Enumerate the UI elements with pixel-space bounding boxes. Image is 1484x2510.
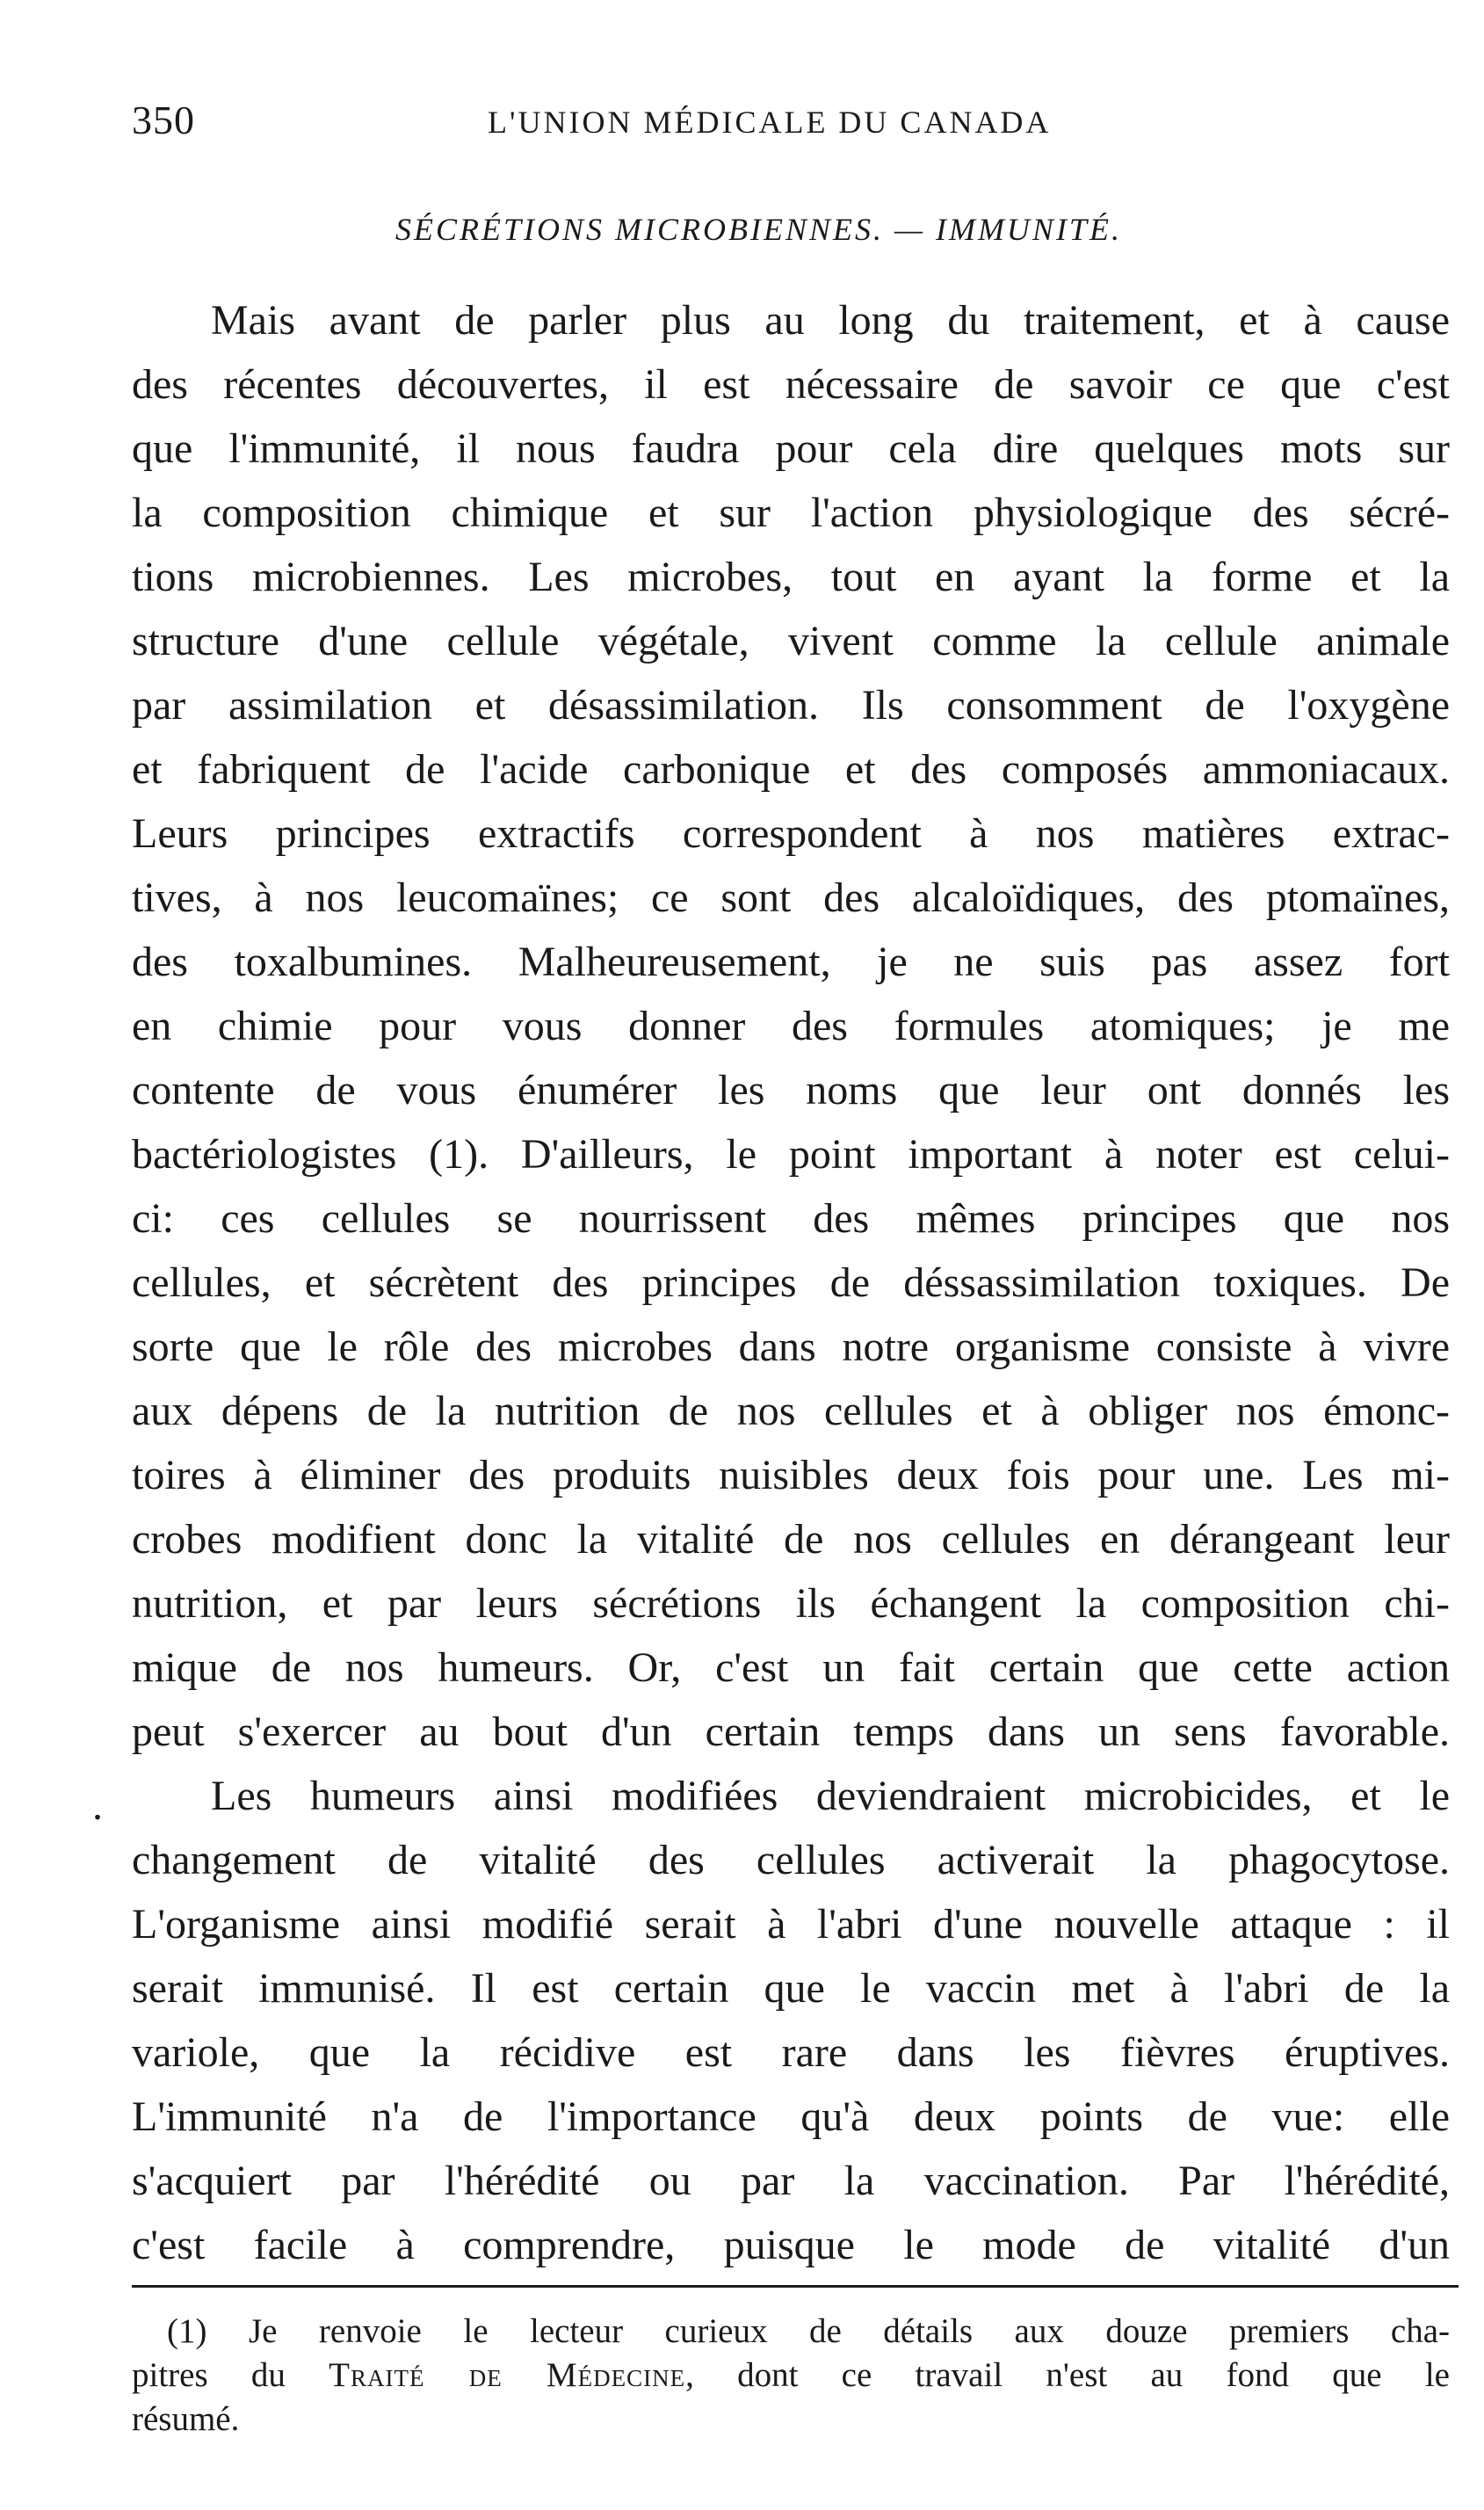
book-title: Traité de Médecine — [329, 2356, 686, 2394]
text-line: mique de nos humeurs. Or, c'est un fait certain que cette action — [132, 1644, 1450, 1691]
footnote — [132, 2310, 1450, 2441]
text-line: variole, que la récidive est rare dans les fièvres éruptives. — [132, 2029, 1450, 2076]
footnote-text: pitres du — [132, 2356, 329, 2394]
text-line: Mais avant de parler plus au long du traitement, et à cause — [211, 297, 1450, 344]
text-line: Les humeurs ainsi modifiées deviendraient microbicides, et le — [211, 1773, 1450, 1819]
text-line: des récentes découvertes, il est nécessaire de savoir ce que c'est — [132, 361, 1450, 408]
text-line: des toxalbumines. Malheureusement, je ne suis pas assez fort — [132, 939, 1450, 985]
text-line: nutrition, et par leurs sécrétions ils échangent la composition chi- — [132, 1580, 1450, 1627]
footnote-text: , dont ce travail n'est au fond que le — [685, 2356, 1450, 2394]
section-heading: SÉCRÉTIONS MICROBIENNES. — IMMUNITÉ. — [395, 212, 1122, 247]
text-line: contente de vous énumérer les noms que leur ont donnés les — [132, 1067, 1450, 1114]
text-line: ci: ces cellules se nourrissent des mêmes principes que nos — [132, 1195, 1450, 1242]
text-line: tions microbiennes. Les microbes, tout en ayant la forme et la — [132, 554, 1450, 600]
footnote-line: (1) Je renvoie le lecteur curieux de détails aux douze premiers cha- — [167, 2312, 1450, 2350]
text-line: par assimilation et désassimilation. Ils consomment de l'oxygène — [132, 682, 1450, 729]
page-header — [132, 97, 1107, 158]
text-line: tives, à nos leucomaïnes; ce sont des alcaloïdiques, des ptomaïnes, — [132, 874, 1450, 921]
text-line: peut s'exercer au bout d'un certain temps dans un sens favorable. — [132, 1708, 1450, 1755]
text-line: que l'immunité, il nous faudra pour cela dire quelques mots sur — [132, 425, 1450, 472]
text-line: sorte que le rôle des microbes dans notre organisme consiste à vivre — [132, 1324, 1450, 1370]
text-line: et fabriquent de l'acide carbonique et des composés ammoniacaux. — [132, 746, 1450, 793]
text-line: s'acquiert par l'hérédité ou par la vaccination. Par l'hérédité, — [132, 2158, 1450, 2204]
book-page — [92, 88, 1450, 2461]
text-line: c'est facile à comprendre, puisque le mode de vitalité d'un — [132, 2222, 1450, 2268]
text-line: la composition chimique et sur l'action physiologique des sécré- — [132, 490, 1450, 536]
text-line: crobes modifient donc la vitalité de nos cellules en dérangeant leur — [132, 1516, 1450, 1563]
text-line: changement de vitalité des cellules activerait la phagocytose. — [132, 1837, 1450, 1883]
page-number: 350 — [132, 98, 195, 142]
body-text — [132, 288, 1450, 2277]
footnote-line — [132, 2354, 1450, 2398]
text-line: Leurs principes extractifs correspondent à nos matières extrac- — [132, 810, 1450, 857]
text-line: en chimie pour vous donner des formules atomiques; je me — [132, 1003, 1450, 1049]
text-line: L'organisme ainsi modifié serait à l'abri d'une nouvelle attaque : il — [132, 1901, 1450, 1948]
text-line: toires à éliminer des produits nuisibles deux fois pour une. Les mi- — [132, 1452, 1450, 1498]
text-line: aux dépens de la nutrition de nos cellules et à obliger nos émonc- — [132, 1388, 1450, 1434]
margin-mark: . — [92, 1782, 103, 1829]
footnote-line: résumé. — [132, 2400, 240, 2438]
text-line: serait immunisé. Il est certain que le vaccin met à l'abri de la — [132, 1965, 1450, 2012]
running-title: L'UNION MÉDICALE DU CANADA — [488, 105, 1052, 140]
text-line: cellules, et sécrètent des principes de déssassimilation toxiques. De — [132, 1259, 1450, 1306]
text-line: bactériologistes (1). D'ailleurs, le point important à noter est celui- — [132, 1131, 1450, 1178]
footnote-divider — [132, 2285, 1459, 2288]
text-line: L'immunité n'a de l'importance qu'à deux points de vue: elle — [132, 2093, 1450, 2140]
text-line: structure d'une cellule végétale, vivent comme la cellule animale — [132, 618, 1450, 664]
